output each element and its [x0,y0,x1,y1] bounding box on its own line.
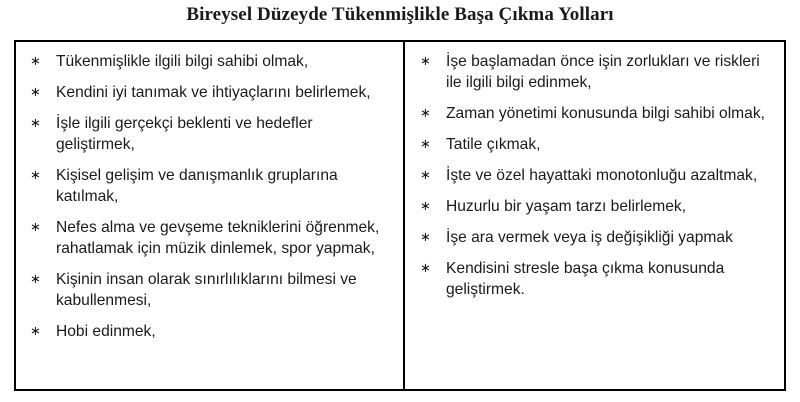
list-item [416,103,776,124]
list-item-text: İşe ara vermek veya iş değişikliği yapmak [446,229,733,246]
asterisk-bullet-icon: ∗ [420,260,431,275]
list-item [26,217,388,259]
list-item-text: Kişisel gelişim ve danışmanlık gruplarına katılmak, [56,167,338,205]
asterisk-bullet-icon: ∗ [420,167,431,182]
asterisk-bullet-icon: ∗ [420,136,431,151]
asterisk-bullet-icon: ∗ [420,198,431,213]
asterisk-bullet-icon: ∗ [30,271,41,286]
asterisk-bullet-icon: ∗ [30,323,41,338]
list-item [416,227,776,248]
list-item-text: Hobi edinmek, [56,323,156,340]
list-item-text: Zaman yönetimi konusunda bilgi sahibi olmak, [446,105,765,122]
list-item [26,269,388,311]
list-item-text: Tükenmişlikle ilgili bilgi sahibi olmak, [56,53,309,70]
list-item-text: İşe başlamadan önce işin zorlukları ve riskleri ile ilgili bilgi edinmek, [446,53,760,91]
list-item [416,196,776,217]
list-item [416,134,776,155]
list-item [26,321,388,342]
list-item-text: Huzurlu bir yaşam tarzı belirlemek, [446,198,687,215]
list-item [26,165,388,207]
right-column [416,51,776,310]
right-list [416,51,776,300]
asterisk-bullet-icon: ∗ [420,53,431,68]
left-column [26,51,388,352]
list-item [26,51,388,72]
page-title: Bireysel Düzeyde Tükenmişlikle Başa Çıkma Yolları [186,4,614,25]
list-item-text: İşte ve özel hayattaki monotonluğu azaltmak, [446,167,758,184]
list-item-text: Tatile çıkmak, [446,136,541,153]
coping-strategies-table [14,40,786,391]
list-item [26,113,388,155]
asterisk-bullet-icon: ∗ [420,229,431,244]
left-list [26,51,388,342]
asterisk-bullet-icon: ∗ [30,167,41,182]
list-item-text: İşle ilgili gerçekçi beklenti ve hedefler geliştirmek, [56,115,313,153]
list-item [416,51,776,93]
list-item [26,82,388,103]
asterisk-bullet-icon: ∗ [30,115,41,130]
list-item-text: Kişinin insan olarak sınırlılıklarını bilmesi ve kabullenmesi, [56,271,357,309]
column-divider [403,42,405,389]
asterisk-bullet-icon: ∗ [420,105,431,120]
asterisk-bullet-icon: ∗ [30,53,41,68]
list-item [416,258,776,300]
list-item-text: Kendisini stresle başa çıkma konusunda geliştirmek. [446,260,725,298]
list-item-text: Nefes alma ve gevşeme tekniklerini öğrenmek, rahatlamak için müzik dinlemek, spor yapmak, [56,219,380,257]
list-item-text: Kendini iyi tanımak ve ihtiyaçlarını belirlemek, [56,84,371,101]
list-item [416,165,776,186]
asterisk-bullet-icon: ∗ [30,84,41,99]
asterisk-bullet-icon: ∗ [30,219,41,234]
